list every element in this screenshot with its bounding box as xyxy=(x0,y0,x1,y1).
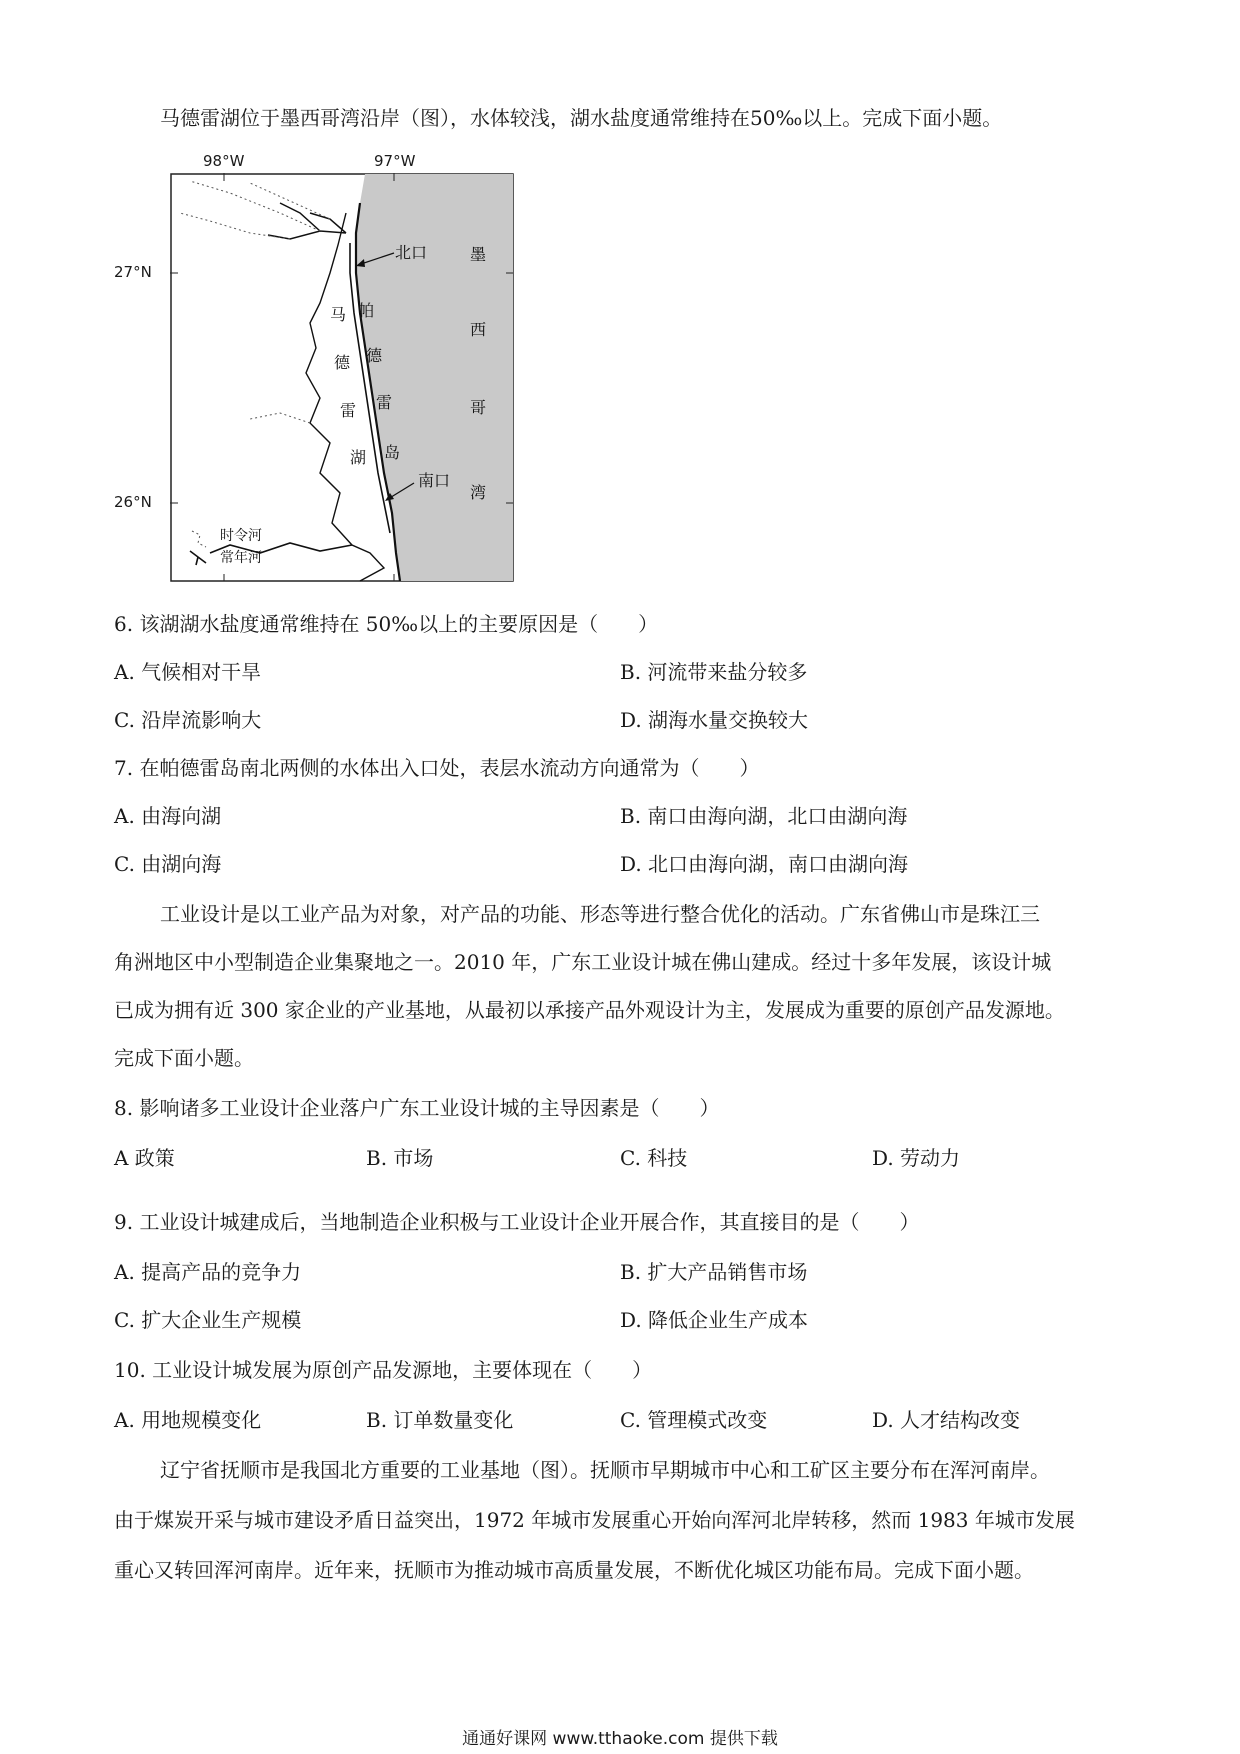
lake-label-char-3: 雷 xyxy=(340,401,357,420)
q10-option-c[interactable]: C. 管理模式改变 xyxy=(620,1408,768,1432)
page-footer: 通通好课网 www.tthaoke.com 提供下载 xyxy=(462,1729,778,1749)
q7-option-b[interactable]: B. 南口由海向湖，北口由湖向海 xyxy=(620,804,908,828)
madre-lake-map xyxy=(170,173,514,582)
q9-stem: 9. 工业设计城建成后，当地制造企业积极与工业设计企业开展合作，其直接目的是（ ） xyxy=(114,1210,920,1234)
q7-option-c[interactable]: C. 由湖向海 xyxy=(114,852,222,876)
island-label-char-1: 帕 xyxy=(358,301,375,320)
intro-paragraph-2-line-3: 已成为拥有近 300 家企业的产业基地，从最初以承接产品外观设计为主，发展成为重要的原创产品发源地。 xyxy=(114,998,1065,1022)
gulf-label-char-2: 西 xyxy=(470,320,487,339)
gulf-label-char-1: 墨 xyxy=(470,245,487,264)
intro-paragraph-3-line-3: 重心又转回浑河南岸。近年来，抚顺市为推动城市高质量发展，不断优化城区功能布局。完成下面小题。 xyxy=(114,1558,1034,1582)
lon-98w-label: 98°W xyxy=(203,152,245,170)
q10-option-d[interactable]: D. 人才结构改变 xyxy=(872,1408,1021,1432)
lake-label-char-1: 马 xyxy=(330,305,347,324)
intro-paragraph-2-line-4: 完成下面小题。 xyxy=(114,1046,254,1070)
south-inlet-label: 南口 xyxy=(418,471,451,490)
intro-paragraph-3-line-1: 辽宁省抚顺市是我国北方重要的工业基地（图）。抚顺市早期城市中心和工矿区主要分布在浑河南岸。 xyxy=(160,1458,1050,1482)
q8-stem: 8. 影响诸多工业设计企业落户广东工业设计城的主导因素是（ ） xyxy=(114,1096,720,1120)
lake-label-char-2: 德 xyxy=(334,353,351,372)
q9-option-c[interactable]: C. 扩大企业生产规模 xyxy=(114,1308,302,1332)
q8-option-b[interactable]: B. 市场 xyxy=(366,1146,434,1170)
q7-option-d[interactable]: D. 北口由海向湖，南口由湖向海 xyxy=(620,852,909,876)
lake-label-char-4: 湖 xyxy=(350,448,367,467)
q6-option-c[interactable]: C. 沿岸流影响大 xyxy=(114,708,262,732)
intro-paragraph-2-line-1: 工业设计是以工业产品为对象，对产品的功能、形态等进行整合优化的活动。广东省佛山市是珠江三 xyxy=(160,902,1040,926)
legend-perennial-label: 常年河 xyxy=(220,550,262,566)
q6-stem: 6. 该湖湖水盐度通常维持在 50‰以上的主要原因是（ ） xyxy=(114,612,659,636)
legend-seasonal-label: 时令河 xyxy=(220,528,262,544)
island-label-char-3: 雷 xyxy=(376,393,393,412)
q9-option-a[interactable]: A. 提高产品的竞争力 xyxy=(114,1260,302,1284)
map-svg xyxy=(170,173,514,582)
intro-paragraph-2-line-2: 角洲地区中小型制造企业集聚地之一。2010 年，广东工业设计城在佛山建成。经过十多年发展，该设计城 xyxy=(114,950,1052,974)
q10-option-a[interactable]: A. 用地规模变化 xyxy=(114,1408,262,1432)
q9-option-d[interactable]: D. 降低企业生产成本 xyxy=(620,1308,809,1332)
q9-option-b[interactable]: B. 扩大产品销售市场 xyxy=(620,1260,808,1284)
q10-option-b[interactable]: B. 订单数量变化 xyxy=(366,1408,514,1432)
lon-97w-label: 97°W xyxy=(374,152,416,170)
q8-option-a[interactable]: A 政策 xyxy=(114,1146,175,1170)
q8-option-d[interactable]: D. 劳动力 xyxy=(872,1146,961,1170)
q7-stem: 7. 在帕德雷岛南北两侧的水体出入口处，表层水流动方向通常为（ ） xyxy=(114,756,760,780)
q6-option-a[interactable]: A. 气候相对干旱 xyxy=(114,660,262,684)
lat-27n-label: 27°N xyxy=(114,263,152,281)
north-inlet-label: 北口 xyxy=(395,243,428,262)
q6-option-b[interactable]: B. 河流带来盐分较多 xyxy=(620,660,808,684)
q10-stem: 10. 工业设计城发展为原创产品发源地，主要体现在（ ） xyxy=(114,1358,653,1382)
island-label-char-2: 德 xyxy=(366,346,383,365)
q8-option-c[interactable]: C. 科技 xyxy=(620,1146,688,1170)
intro-paragraph-1: 马德雷湖位于墨西哥湾沿岸（图），水体较浅，湖水盐度通常维持在50‰以上。完成下面小题。 xyxy=(160,106,1003,130)
q7-option-a[interactable]: A. 由海向湖 xyxy=(114,804,222,828)
gulf-label-char-4: 湾 xyxy=(470,483,487,502)
intro-paragraph-3-line-2: 由于煤炭开采与城市建设矛盾日益突出，1972 年城市发展重心开始向浑河北岸转移，然而 1983 年城市发展 xyxy=(114,1508,1075,1532)
lat-26n-label: 26°N xyxy=(114,493,152,511)
island-label-char-4: 岛 xyxy=(384,443,401,462)
q6-option-d[interactable]: D. 湖海水量交换较大 xyxy=(620,708,809,732)
gulf-label-char-3: 哥 xyxy=(470,398,487,417)
